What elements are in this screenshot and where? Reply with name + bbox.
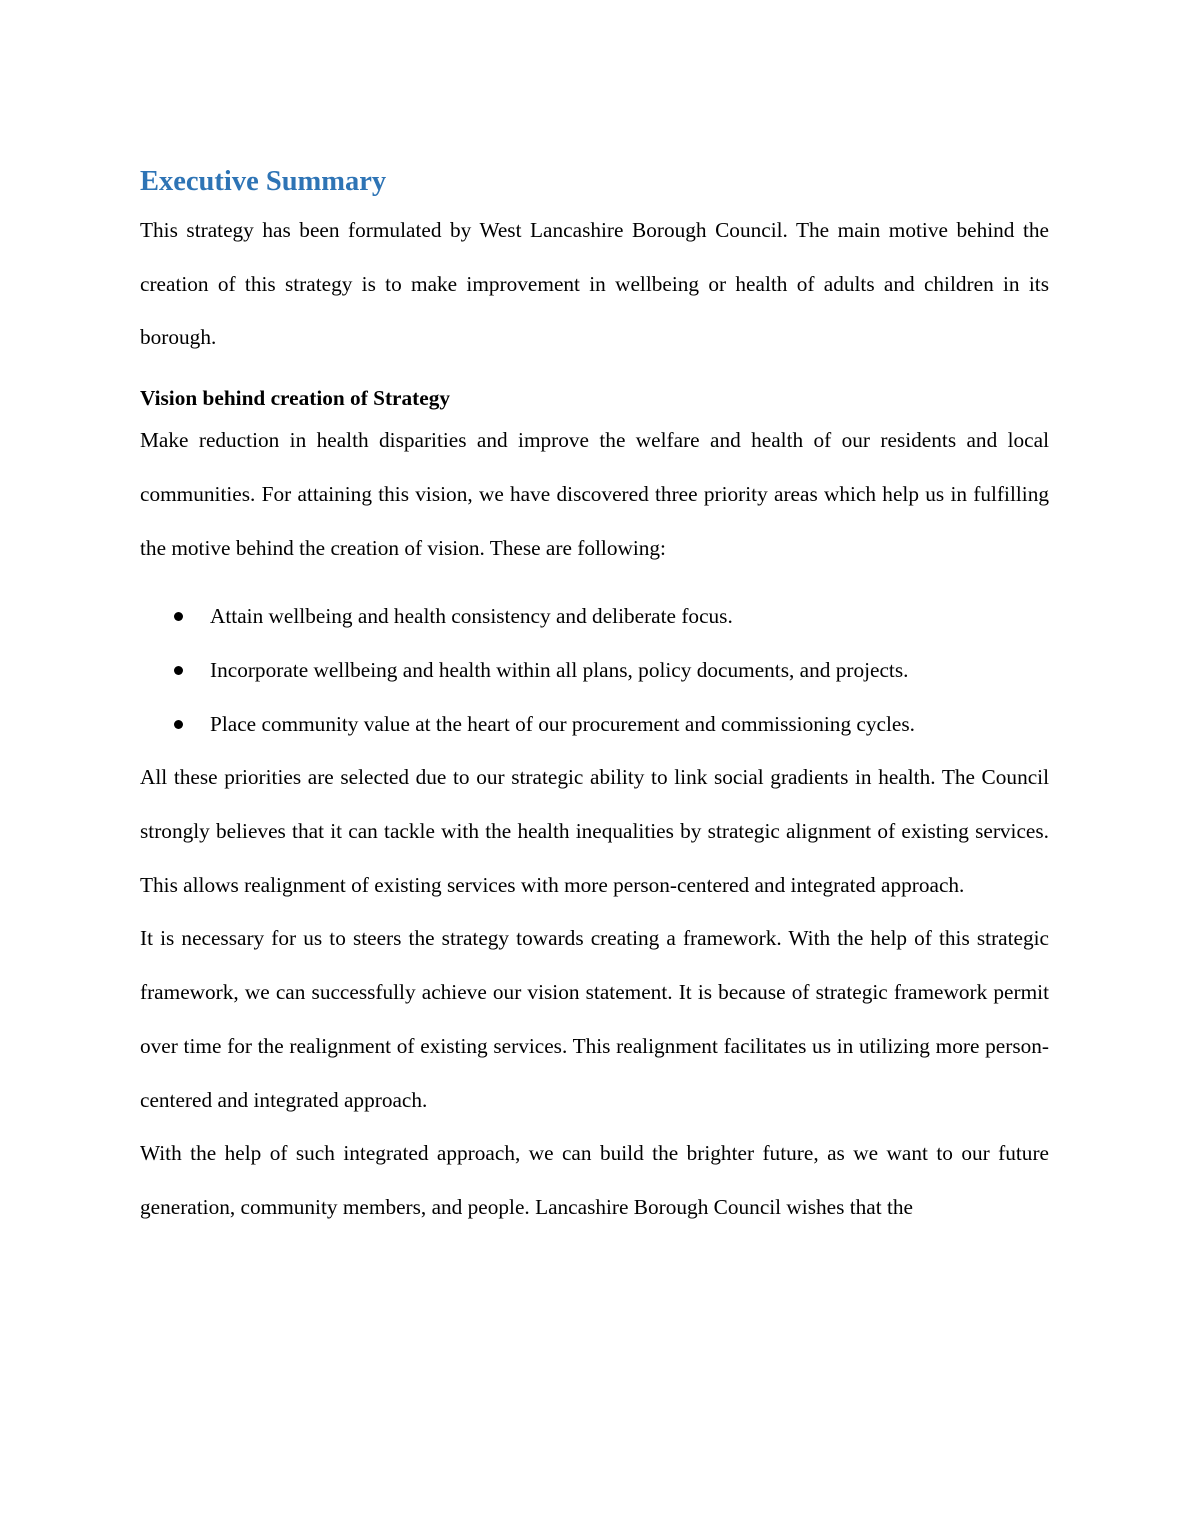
list-item-text: Place community value at the heart of our procurement and commissioning cycles. [210, 711, 915, 736]
future-paragraph: With the help of such integrated approach, we can build the brighter future, as we want to our future generation, community members, and people. Lancashire Borough Council wishes that the [140, 1141, 1049, 1219]
bullet-icon [174, 720, 183, 729]
priorities-paragraph: All these priorities are selected due to our strategic ability to link social gradients in health. The Council strongly believes that it can tackle with the health inequalities by strategic alignment of existing services. This allows realignment of existing services with more person-centered and integrated approach. [140, 765, 1049, 897]
list-item-text: Incorporate wellbeing and health within all plans, policy documents, and projects. [210, 657, 909, 682]
framework-paragraph: It is necessary for us to steers the strategy towards creating a framework. With the help of this strategic framework, we can successfully achieve our vision statement. It is because of strategic framework permit over time for the realignment of existing services. This realignment facilitates us in utilizing more person-centered and integrated approach. [140, 926, 1049, 1112]
list-item [140, 644, 1049, 698]
intro-paragraph: This strategy has been formulated by West Lancashire Borough Council. The main motive behind the creation of this strategy is to make improvement in wellbeing or health of adults and children in its borough. [140, 218, 1049, 350]
list-item [140, 698, 1049, 752]
bullet-icon [174, 666, 183, 675]
page-title: Executive Summary [140, 166, 387, 197]
list-item-text: Attain wellbeing and health consistency and deliberate focus. [210, 604, 733, 629]
priority-list [140, 590, 1049, 751]
document-page [140, 160, 1049, 1235]
list-item [140, 590, 1049, 644]
bullet-icon [174, 612, 183, 621]
vision-paragraph: Make reduction in health disparities and improve the welfare and health of our residents and local communities. For attaining this vision, we have discovered three priority areas which help us in fulfilling the motive behind the creation of vision. These are following: [140, 428, 1049, 560]
vision-heading: Vision behind creation of Strategy [140, 386, 450, 411]
